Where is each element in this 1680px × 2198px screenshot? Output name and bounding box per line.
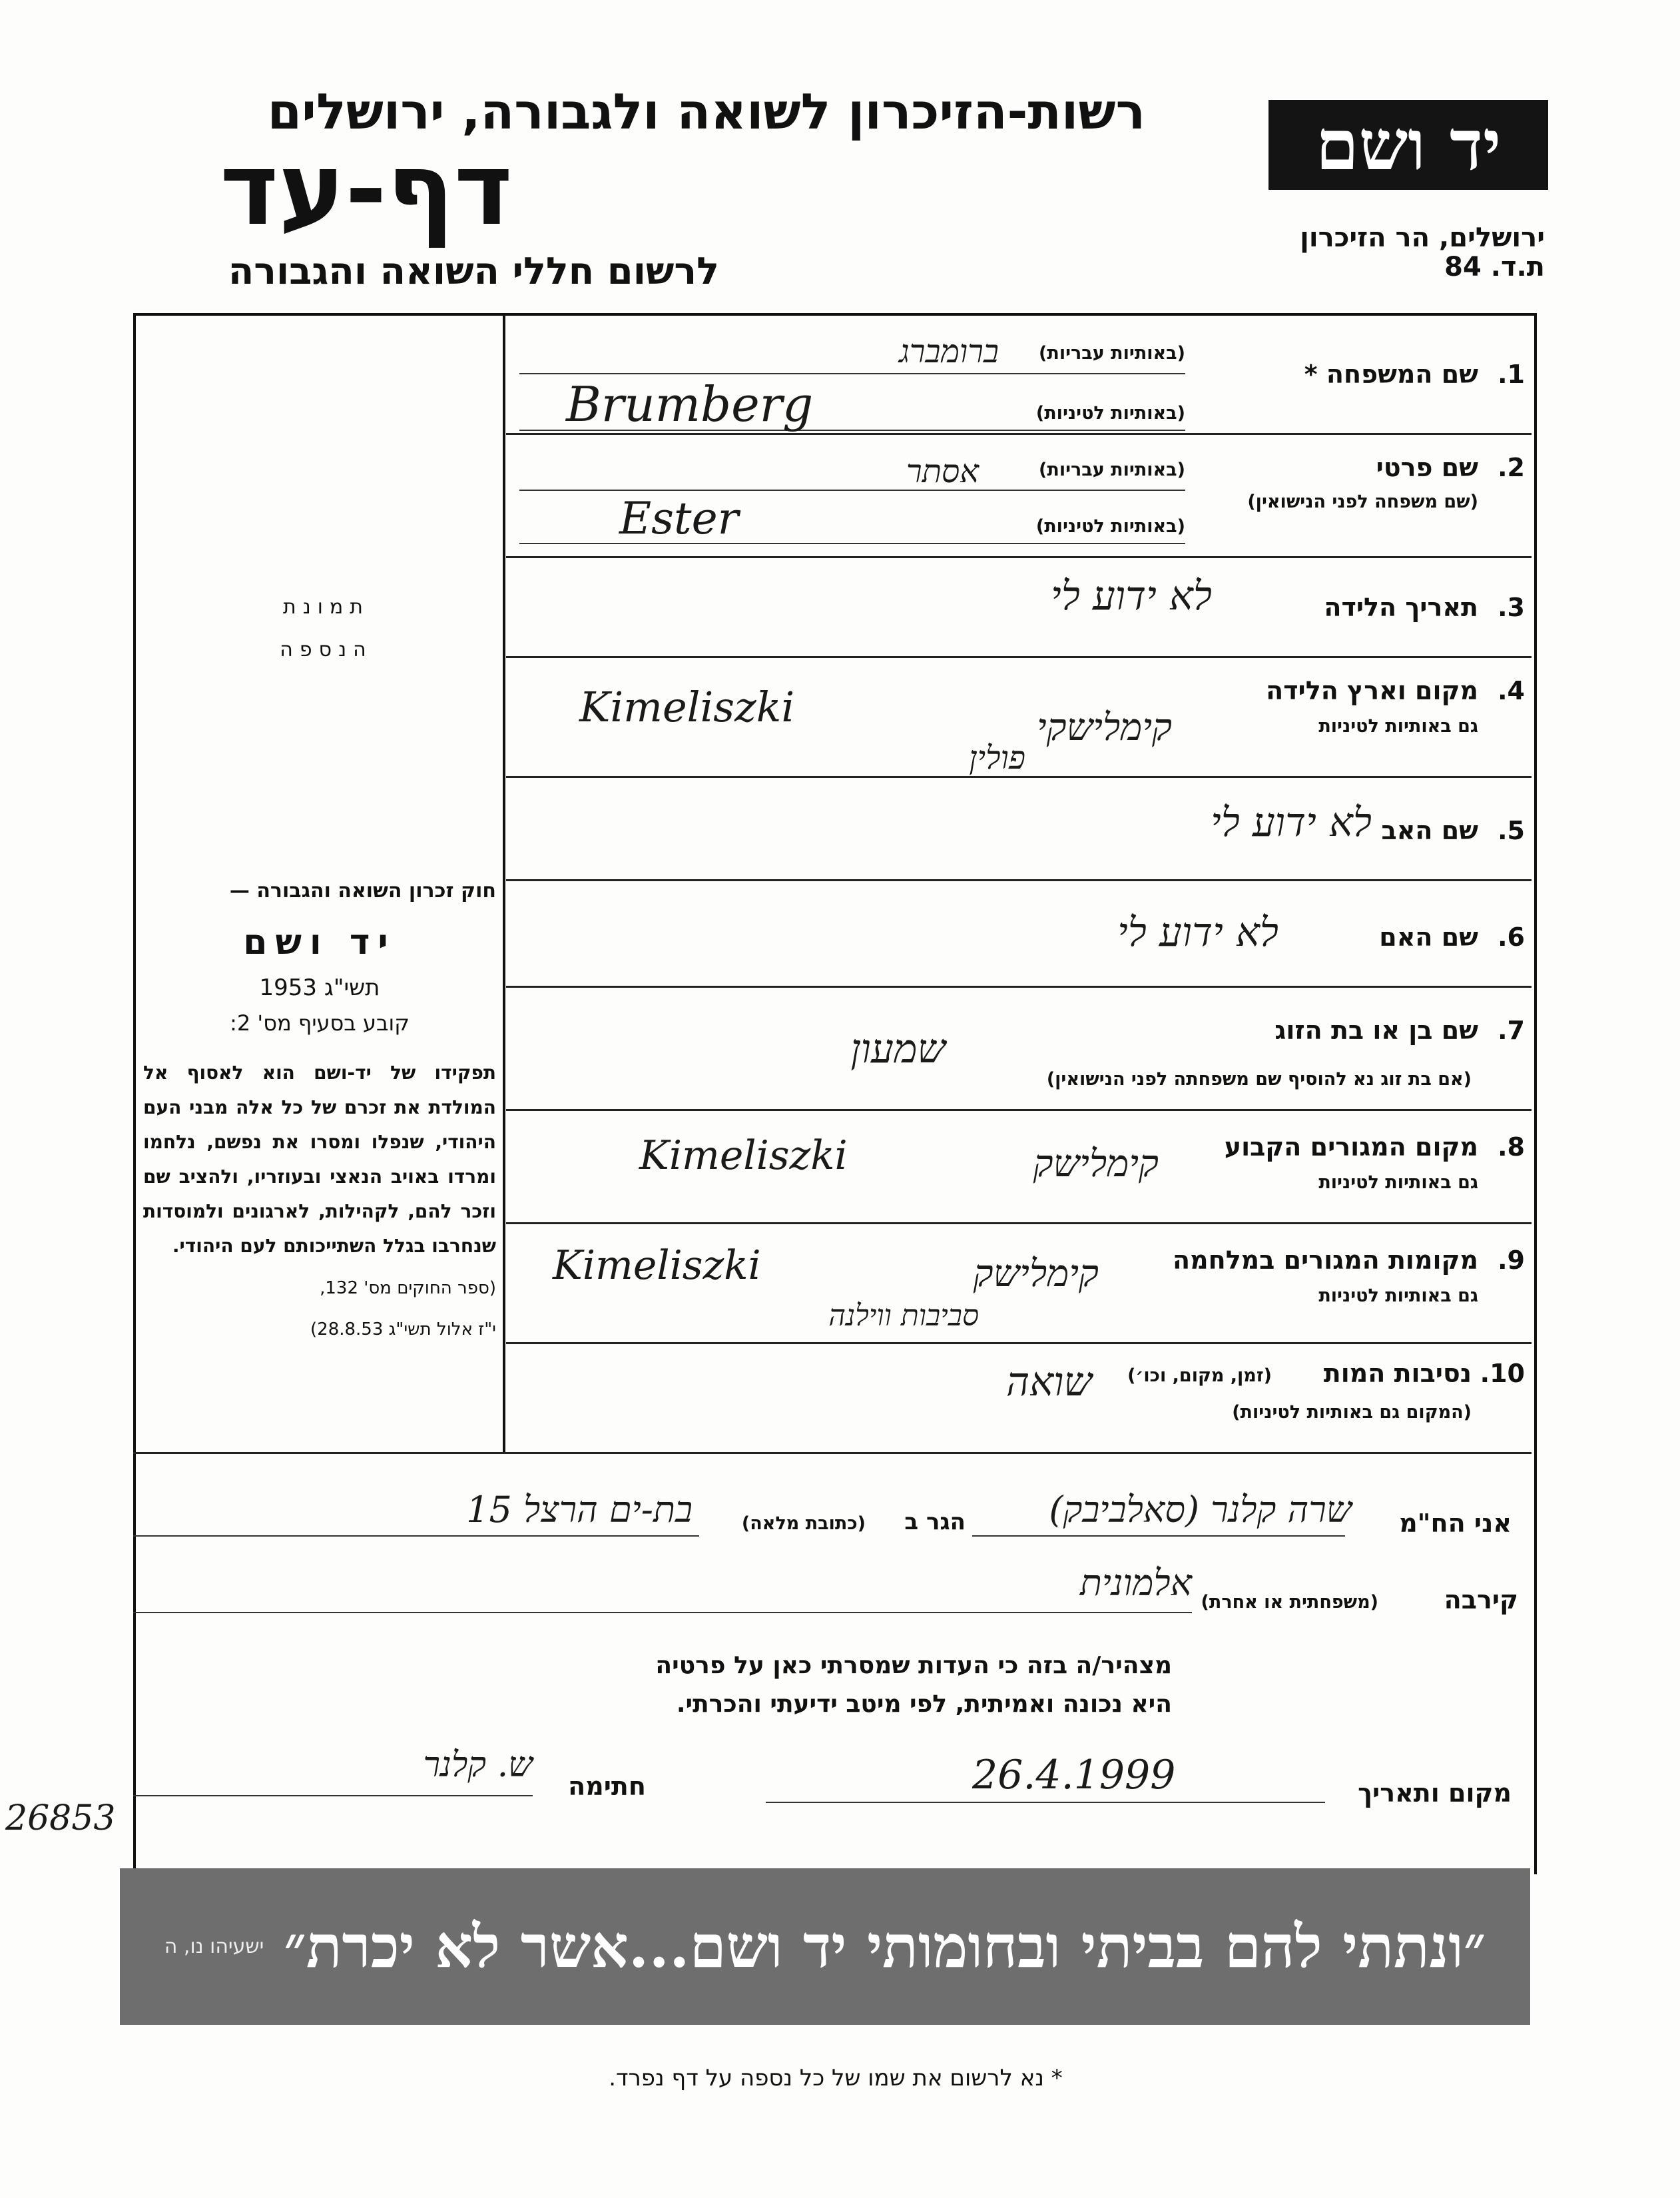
field2-value-hebrew[interactable]: אסתר: [906, 453, 979, 490]
law-name: יד ושם: [243, 922, 396, 962]
relation-value[interactable]: אלמונית: [1079, 1562, 1192, 1604]
field6-value[interactable]: לא ידוע לי: [1117, 909, 1278, 956]
page-subtitle: לרשום חללי השואה והגבורה: [228, 250, 719, 293]
authority-title: רשות-הזיכרון לשואה ולגבורה, ירושלים: [267, 83, 1145, 141]
photo-placeholder[interactable]: [253, 586, 400, 671]
photo-label-line1: תמונת: [283, 595, 370, 619]
relation-hint: (משפחתית או אחרת): [1201, 1592, 1378, 1613]
field5-label: שם האב: [1381, 816, 1478, 845]
address: [1232, 223, 1545, 282]
field2-number: 2.: [1498, 453, 1525, 482]
declarant-name-line: [972, 1535, 1345, 1537]
field5-number: 5.: [1498, 816, 1525, 845]
field10-label: נסיבות המות: [1323, 1359, 1472, 1388]
field3-number: 3.: [1498, 593, 1525, 622]
yad-vashem-logo: יד ושם: [1268, 100, 1548, 190]
page-title: דף-עד: [220, 132, 513, 248]
relation-line: [133, 1612, 1192, 1613]
photo-label-line2: הנספה: [280, 638, 373, 661]
declarant-address-line: [133, 1535, 699, 1537]
field10-sub: (המקום גם באותיות לטיניות): [1232, 1402, 1472, 1423]
law-year: תשי"ג 1953: [259, 974, 380, 1001]
field8-label: מקום המגורים הקבוע: [1224, 1132, 1478, 1162]
field1-number: 1.: [1498, 360, 1525, 389]
field2-hint-hebrew: (באותיות עבריות): [1039, 460, 1185, 480]
row-divider: [506, 879, 1532, 881]
law-section: קובע בסעיף מס' 2:: [230, 1010, 410, 1036]
banner-quote: ״ונתתי להם בביתי ובחומותי יד ושם...אשר לא יכרת״: [284, 1912, 1486, 1981]
field9-value-extra[interactable]: סביבות ווילנה: [828, 1299, 979, 1333]
field8-number: 8.: [1498, 1132, 1525, 1162]
field1-hint-latin: (באותיות לטיניות): [1035, 403, 1185, 424]
declarant-address[interactable]: בת-ים הרצל 15: [466, 1489, 693, 1531]
declarant-lives-label: הגר ב: [904, 1509, 966, 1535]
banner-source: ישעיהו נו, ה: [164, 1935, 264, 1958]
field4-number: 4.: [1498, 676, 1525, 705]
place-date-label: מקום ותאריך: [1358, 1778, 1512, 1808]
declarant-address-hint: (כתובת מלאה): [741, 1513, 866, 1534]
row-divider: [506, 986, 1532, 988]
row-divider: [506, 556, 1532, 558]
row-divider: [506, 656, 1532, 658]
field10-value[interactable]: שואה: [1006, 1359, 1092, 1405]
place-date-line: [766, 1802, 1325, 1803]
declarant-prefix: אני הח"מ: [1399, 1509, 1512, 1538]
row-divider: [506, 1222, 1532, 1224]
field8-value-hebrew[interactable]: קימלישק: [1033, 1142, 1159, 1186]
field9-label: מקומות המגורים במלחמה: [1172, 1246, 1478, 1275]
field2-value-latin[interactable]: Ester: [619, 493, 739, 544]
law-ref2: י"ז אלול תשי"ג 28.8.53): [310, 1319, 496, 1339]
law-body: תפקידו של יד-ושם הוא לאסוף אל המולדת את זכרם של כל אלה מבני העם היהודי, שנפלו ומסרו את נפשם, נלחמו ומרדו באויב הנאצי ובעוזריו, ולהציב שם וזכר להם, לקהילות, לארגונים ולמוסדות שנחרבו בגלל השתייכותם לעם היהודי.: [143, 1062, 496, 1257]
column-divider: [503, 313, 505, 1452]
field6-label: שם האם: [1379, 922, 1478, 952]
field1-hebrew-line: [519, 373, 1185, 374]
field1-label: שם המשפחה *: [1304, 360, 1478, 389]
field9-value-hebrew[interactable]: קימלישק: [973, 1252, 1099, 1295]
law-ref1: (ספר החוקים מס' 132,: [320, 1278, 496, 1298]
field2-sub: (שם משפחה לפני הנישואין): [1247, 492, 1478, 512]
date-value[interactable]: 26.4.1999: [972, 1752, 1176, 1798]
address-line2: ת.ד. 84: [1444, 252, 1545, 282]
field9-number: 9.: [1498, 1246, 1525, 1275]
field9-value-latin[interactable]: Kimeliszki: [553, 1242, 761, 1289]
field7-sub: (אם בת זוג נא להוסיף שם משפחתה לפני הנישואין): [1046, 1069, 1472, 1090]
field4-sub: גם באותיות לטיניות: [1318, 716, 1478, 737]
row-divider: [506, 1342, 1532, 1344]
field3-label: תאריך הלידה: [1324, 593, 1478, 622]
signature[interactable]: ש. קלנר: [423, 1745, 533, 1785]
section-divider: [133, 1452, 1532, 1454]
statement-line2: היא נכונה ואמיתית, לפי מיטב ידיעתי והכרתי.: [676, 1690, 1172, 1718]
field1-value-latin[interactable]: Brumberg: [566, 376, 814, 432]
field7-value[interactable]: שמעון: [850, 1026, 946, 1072]
field2-hint-latin: (באותיות לטיניות): [1035, 516, 1185, 537]
margin-number: 26853: [5, 1798, 116, 1838]
declarant-name[interactable]: שרה קלנר (סאלביבק): [1049, 1489, 1352, 1531]
row-divider: [506, 433, 1532, 435]
field8-value-latin[interactable]: Kimeliszki: [639, 1132, 848, 1179]
field7-label: שם בן או בת הזוג: [1274, 1016, 1478, 1045]
signature-line: [133, 1795, 533, 1796]
field4-value-hebrew[interactable]: קימלישקי: [1036, 706, 1172, 749]
field2-label: שם פרטי: [1376, 453, 1478, 482]
field4-value-latin[interactable]: Kimeliszki: [579, 683, 795, 731]
address-line1: ירושלים, הר הזיכרון: [1300, 222, 1545, 253]
statement-line1: מצהיר/ה בזה כי העדות שמסרתי כאן על פרטיה: [655, 1652, 1172, 1679]
field4-value-country[interactable]: פולין: [969, 739, 1025, 777]
field8-sub: גם באותיות לטיניות: [1318, 1172, 1478, 1193]
field6-number: 6.: [1498, 922, 1525, 952]
field4-label: מקום וארץ הלידה: [1266, 676, 1478, 705]
signature-label: חתימה: [568, 1772, 646, 1801]
quote-banner: [120, 1868, 1530, 2025]
relation-label: קירבה: [1444, 1585, 1518, 1615]
field9-sub: גם באותיות לטיניות: [1318, 1285, 1478, 1306]
row-divider: [506, 1109, 1532, 1111]
field7-number: 7.: [1498, 1016, 1525, 1045]
field1-hint-hebrew: (באותיות עבריות): [1039, 343, 1185, 364]
footnote: * נא לרשום את שמו של כל נספה על דף נפרד.: [609, 2065, 1063, 2091]
law-excerpt: [143, 879, 496, 1346]
field1-value-hebrew[interactable]: ברומברג: [899, 333, 999, 370]
law-title: חוק זכרון השואה והגבורה —: [229, 879, 496, 903]
field10-hint: (זמן, מקום, וכו׳): [1127, 1365, 1272, 1386]
field10-number: 10.: [1480, 1359, 1525, 1388]
field5-value[interactable]: לא ידוע לי: [1210, 799, 1372, 846]
field3-value[interactable]: לא ידוע לי: [1050, 573, 1212, 619]
